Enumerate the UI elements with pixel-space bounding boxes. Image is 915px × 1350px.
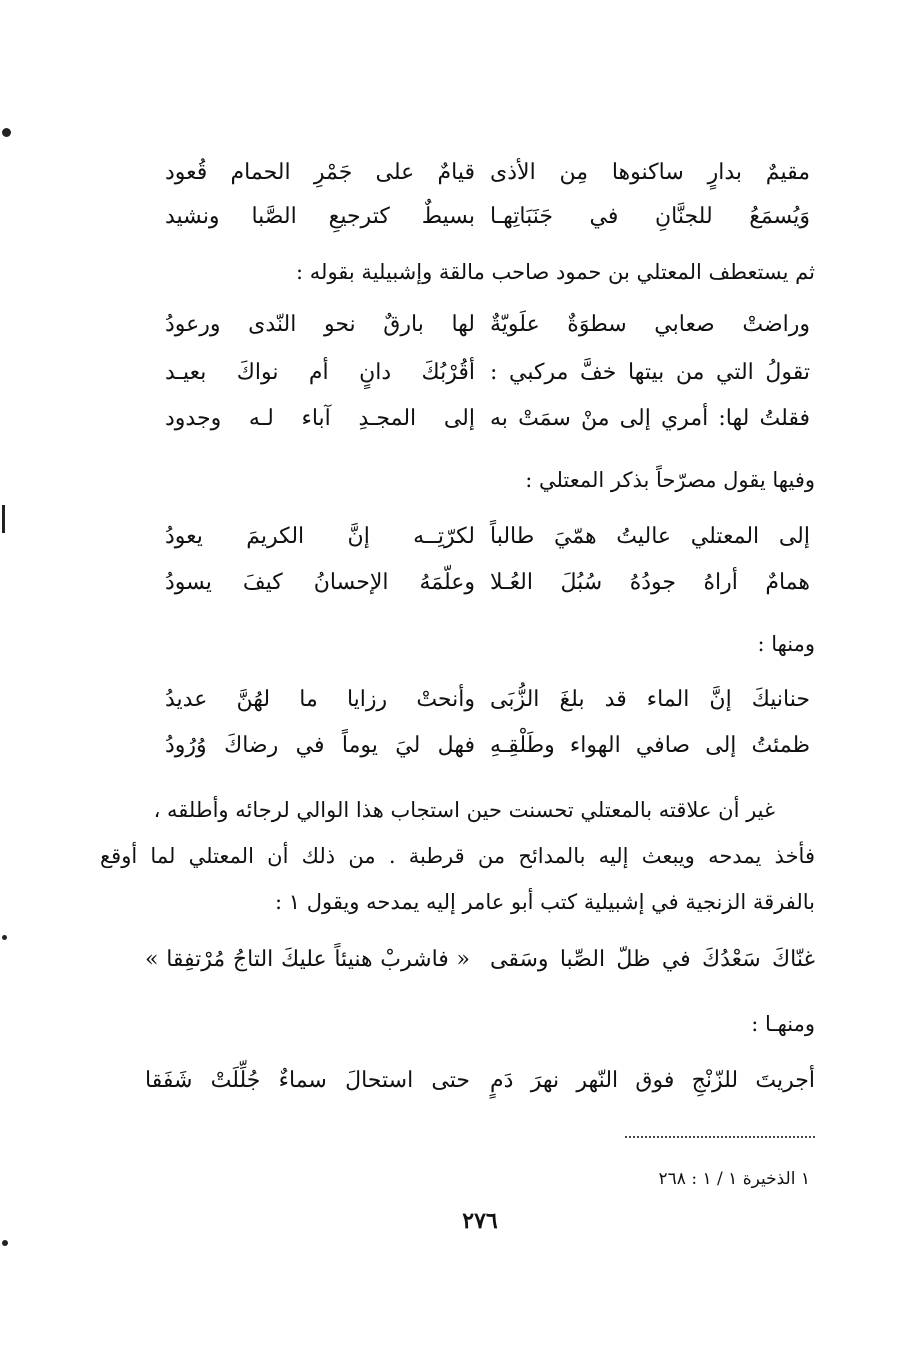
verse-first-hemistich: غنّاكَ سَعْدُكَ في ظلّ الصِّبا وسَقى <box>490 947 815 972</box>
verse-second-hemistich: أقُرْبُكَ دانٍ أم نواكَ بعيـد <box>165 360 475 385</box>
verse-line <box>165 195 810 239</box>
prose-line: غير أن علاقته بالمعتلي تحسنت حين استجاب هذا الوالي لرجائه وأطلقه ، <box>153 798 775 822</box>
verse-second-hemistich: وأنحتْ رزايا ما لهُنَّ عديدُ <box>165 687 475 712</box>
verse-first-hemistich: وراضتْ صعابي سطوَةٌ علَويّةٌ <box>490 312 810 337</box>
verse-second-hemistich: فهل ليَ يوماً في رضاكَ وُرُودُ <box>165 733 475 758</box>
verse-line <box>165 561 810 605</box>
verse-second-hemistich: وعلّمَهُ الإحسانُ كيفَ يسودُ <box>165 570 475 595</box>
intro-line: ثم يستعطف المعتلي بن حمود صاحب مالقة وإشبيلية بقوله : <box>296 260 815 284</box>
prose-line: فأخذ يمدحه ويبعث إليه بالمدائح من قرطبة . من ذلك أن المعتلي لما أوقع <box>100 844 815 868</box>
verse-second-hemistich: بسيطٌ كترجيعِ الصَّبا ونشيد <box>165 204 475 229</box>
verse-first-hemistich: أجريتَ للزّنْجِ فوق النّهر نهرَ دَمٍ <box>490 1068 815 1093</box>
margin-speck <box>2 1240 8 1246</box>
verse-second-hemistich: حتى استحالَ سماءٌ جُلِّلَتْ شَفَقا <box>145 1068 470 1093</box>
footnote-divider <box>625 1136 815 1138</box>
intro-line: وفيها يقول مصرّحاً بذكر المعتلي : <box>525 468 815 492</box>
verse-first-hemistich: حنانيكَ إنَّ الماء قد بلغَ الزُّبَى <box>490 687 810 712</box>
margin-speck <box>2 505 5 533</box>
verse-line <box>165 724 810 768</box>
verse-line <box>165 397 810 441</box>
verse-first-hemistich: مقيمٌ بدارٍ ساكنوها مِن الأذى <box>490 160 810 185</box>
intro-line: ومنهـا : <box>751 1012 815 1036</box>
verse-first-hemistich: تقولُ التي من بيتها خفَّ مركبي : <box>490 360 810 385</box>
verse-first-hemistich: فقلتُ لها: أمري إلى منْ سمَتْ به <box>490 406 810 431</box>
verse-first-hemistich: ظمئتُ إلى صافي الهواء وطَلْقِـهِ <box>490 733 810 758</box>
footnote: ١ الذخيرة ١ / ١ : ٢٦٨ <box>658 1169 810 1189</box>
verse-line <box>145 938 815 982</box>
prose-line: بالفرقة الزنجية في إشبيلية كتب أبو عامر إليه يمدحه ويقول ١ : <box>275 890 815 914</box>
verse-first-hemistich: همامٌ أراهُ جودُهُ سُبُلَ العُـلا <box>490 570 810 595</box>
margin-speck <box>2 128 11 137</box>
verse-line <box>145 1059 815 1103</box>
verse-second-hemistich: إلى المجـدِ آباء لـه وجدود <box>165 406 475 431</box>
verse-line <box>165 351 810 395</box>
verse-second-hemistich: لها بارقٌ نحو النّدى ورعودُ <box>165 312 475 337</box>
margin-speck <box>2 935 7 940</box>
verse-line <box>165 678 810 722</box>
verse-second-hemistich: « فاشربْ هنيئاً عليكَ التاجُ مُرْتفِقا » <box>145 947 470 972</box>
verse-second-hemistich: لكرّتِــه إنَّ الكريمَ يعودُ <box>165 524 475 549</box>
verse-line <box>165 151 810 195</box>
verse-first-hemistich: إلى المعتلي عاليتُ همّيَ طالباً <box>490 524 810 549</box>
intro-line: ومنها : <box>757 632 815 656</box>
verse-line <box>165 515 810 559</box>
verse-second-hemistich: قيامٌ على جَمْرِ الحمام قُعود <box>165 160 475 185</box>
page-number: ٢٧٦ <box>462 1208 498 1234</box>
verse-first-hemistich: وَيُسمَعُ للجنَّانِ في جَنَبَاتِهـا <box>490 204 810 229</box>
verse-line <box>165 303 810 347</box>
